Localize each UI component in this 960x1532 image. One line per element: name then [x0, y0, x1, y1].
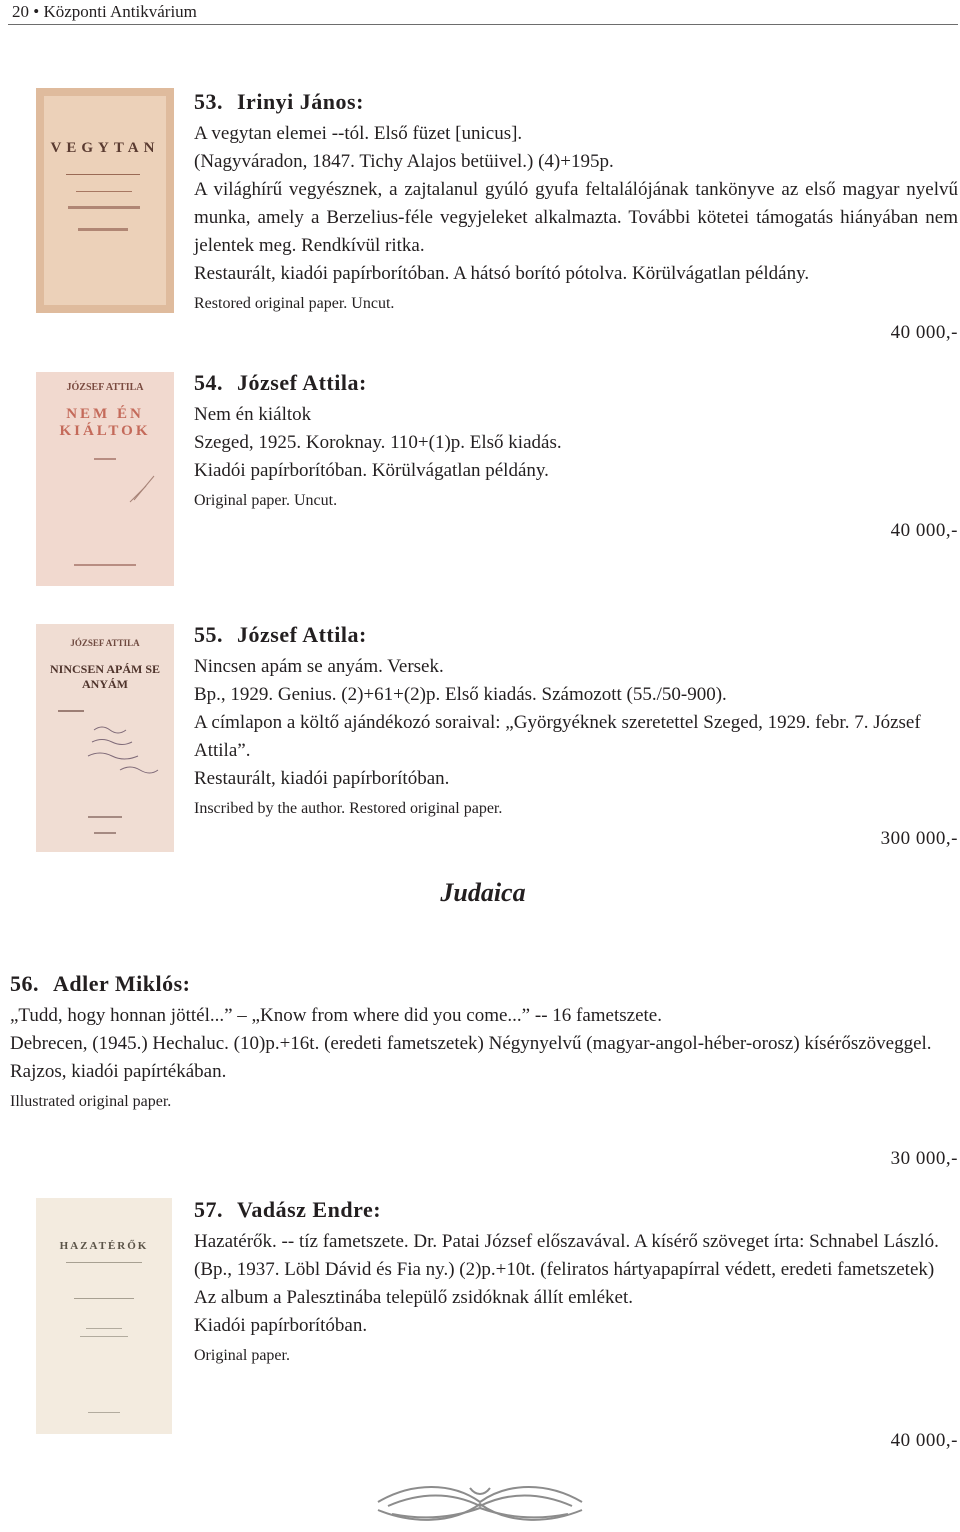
cover-57-marks: [36, 1198, 172, 1434]
cover-54-title: NEM ÉN KIÁLTOK: [59, 406, 151, 439]
entry-line: Debrecen, (1945.) Hechaluc. (10)p.+16t. (eredeti fametszetek) Négynyelvű (magyar-angol-héber-orosz) kísérőszöveggel.: [10, 1033, 932, 1054]
entry-condition: Kiadói papírborítóban.: [194, 1315, 368, 1336]
entry-inscription: A címlapon a költő ajándékozó soraival: „Györgyéknek szeretettel Szeged, 1929. febr. 7. József Attila”.: [194, 712, 921, 761]
page-number-header: 20 • Központi Antikvárium: [12, 2, 197, 21]
entry-55: [194, 621, 958, 821]
entry-number: 54.: [194, 370, 223, 395]
entry-author: József Attila:: [237, 622, 367, 647]
entry-price: 40 000,-: [890, 520, 958, 541]
entry-title: [10, 970, 958, 998]
section-title: Judaica: [440, 878, 526, 907]
entry-57: [194, 1196, 958, 1368]
entry-line: „Tudd, hogy honnan jöttél...” – „Know from where did you come...” -- 16 fametszete.: [10, 1005, 662, 1026]
entry-author: Adler Miklós:: [53, 971, 191, 996]
entry-line: Nem én kiáltok: [194, 404, 312, 425]
entry-condition: Restaurált, kiadói papírborítóban.: [194, 768, 450, 789]
entry-title: [194, 88, 958, 116]
entry-price: 40 000,-: [890, 322, 958, 343]
book-cover-image-53: [36, 88, 174, 313]
entry-line: Szeged, 1925. Koroknay. 110+(1)p. Első kiadás.: [194, 432, 562, 453]
entry-line: (Nagyváradon, 1847. Tichy Alajos betüivel.) (4)+195p.: [194, 151, 614, 172]
entry-english-note: Illustrated original paper.: [10, 1093, 172, 1110]
cover-53-art: [36, 88, 174, 313]
entry-number: 57.: [194, 1197, 223, 1222]
entry-price: 30 000,-: [890, 1148, 958, 1169]
entry-56: [10, 970, 958, 1114]
entry-condition: Kiadói papírborítóban. Körülvágatlan példány.: [194, 460, 549, 481]
cover-55-title: NINCSEN APÁM SE ANYÁM: [50, 662, 161, 691]
entry-line: Bp., 1929. Genius. (2)+61+(2)p. Első kiadás. Számozott (55./50-900).: [194, 684, 727, 705]
entry-author: Vadász Endre:: [237, 1197, 382, 1222]
entry-line: Nincsen apám se anyám. Versek.: [194, 656, 444, 677]
cover-54-author: JÓZSEF ATTILA: [66, 382, 144, 393]
entry-53: [194, 88, 958, 316]
cover-57-title: HAZATÉRŐK: [59, 1240, 149, 1252]
entry-title: [194, 369, 958, 397]
entry-condition: Restaurált, kiadói papírborítóban. A hátsó borító pótolva. Körülvágatlan példány.: [194, 263, 810, 284]
entry-english-note: Restored original paper. Uncut.: [194, 295, 395, 312]
entry-line: (Bp., 1937. Löbl Dávid és Fia ny.) (2)p.+10t. (feliratos hártyapapírral védett, eredeti fametszetek): [194, 1259, 935, 1280]
cover-53-title: VEGYTAN: [50, 140, 160, 156]
book-cover-image-54: [36, 372, 174, 586]
entry-line: Hazatérők. -- tíz fametszete. Dr. Patai József előszavával. A kísérő szöveget írta: Schnabel László.: [194, 1231, 939, 1252]
cover-55-inscription-marks: [36, 624, 174, 852]
entry-author: József Attila:: [237, 370, 367, 395]
entry-line: A vegytan elemei --tól. Első füzet [unicus].: [194, 123, 523, 144]
entry-description: A világhírű vegyésznek, a zajtalanul gyúló gyufa feltalálójának tankönyve az első magyar nyelvű munka, amely a Berzelius-féle vegyjeleket alkalmazta. További kötetei támogatás hiányában nem jelentek meg. Rendkívül ritka.: [194, 179, 958, 256]
cover-55-author: JÓZSEF ATTILA: [70, 638, 140, 648]
entry-54: [194, 369, 958, 513]
flourish-ornament-icon: [372, 1480, 588, 1526]
entry-english-note: Original paper. Uncut.: [194, 492, 338, 509]
entry-english-note: Inscribed by the author. Restored original paper.: [194, 800, 503, 817]
entry-author: Irinyi János:: [237, 89, 364, 114]
entry-price: 40 000,-: [890, 1430, 958, 1451]
entry-title: [194, 1196, 958, 1224]
entry-number: 56.: [10, 971, 39, 996]
entry-line: Az album a Palesztinába települő zsidóknak állít emléket.: [194, 1287, 633, 1308]
book-cover-image-57: [36, 1198, 172, 1434]
entry-number: 53.: [194, 89, 223, 114]
page-header: [8, 0, 958, 25]
book-cover-image-55: [36, 624, 174, 852]
entry-title: [194, 621, 958, 649]
entry-english-note: Original paper.: [194, 1347, 290, 1364]
cover-54-marks: [36, 372, 174, 586]
entry-condition: Rajzos, kiadói papírtékában.: [10, 1061, 227, 1082]
entry-number: 55.: [194, 622, 223, 647]
entry-price: 300 000,-: [880, 828, 958, 849]
